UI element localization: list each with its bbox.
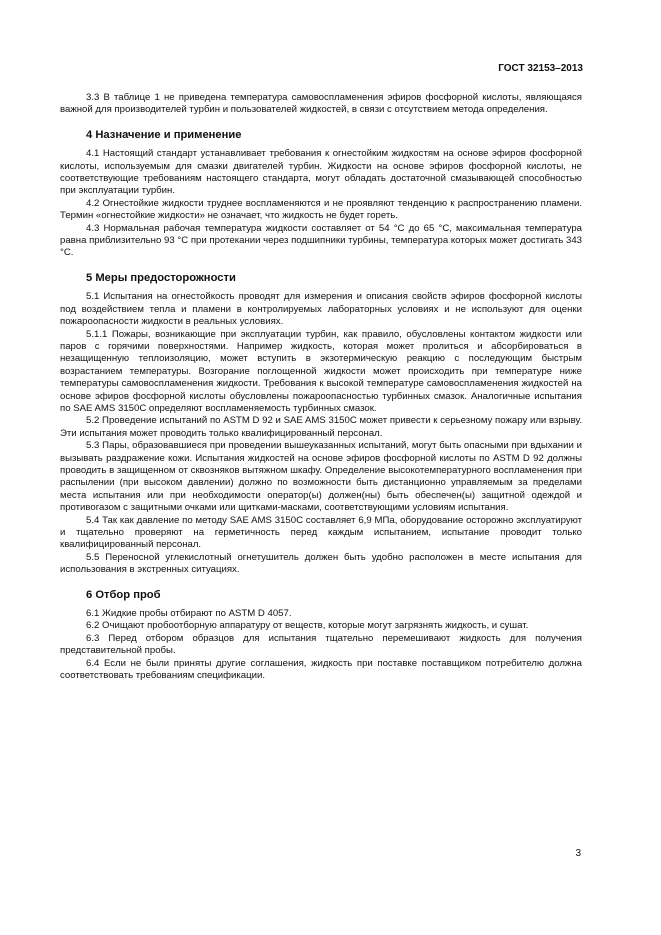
paragraph-6-2: 6.2 Очищают пробоотборную аппаратуру от веществ, которые могут загрязнять жидкость, и сушат.	[86, 620, 529, 632]
paragraph-5-1-1: 5.1.1 Пожары, возникающие при эксплуатации турбин, как правило, обусловлены контактом жидкости или паров с горячими поверхностями. Например жидкость, которая может пролиться и абсорбироваться в незащищенную теплоизоляцию, может вступить в экзотермическую реакцию с последующим быстрым возрастанием температуры. Возгорание поглощенной жидкости может происходить при температуре ниже температуры самовоспламенения жидкости. Требования к высокой температуре самовоспламенения жидкостей на основе эфиров фосфорной кислоты обусловлены пожароопасностью турбинных смазок. Аналогичные испытания по SAE AMS 3150C определяют воспламеняемость турбинных смазок.	[60, 328, 582, 414]
paragraph-5-3: 5.3 Пары, образовавшиеся при проведении вышеуказанных испытаний, могут быть опасными при вдыхании и вызывать раздражение кожи. Испытания жидкостей на основе эфиров фосфорной кислоты по ASTM D 92 должны проводить в защищенном от сквозняков вытяжном шкафу. Определение высокотемпературного воспламенения при распылении (при высоком давлении) должно по возможности быть дистанционно управляемым за пределами места испытания или при необходимости оператор(ы) должен(ны) быть обеспечен(ы) защитной одеждой и противогазом с защитными очками или щитками-масками, соответствующими условиям испытания.	[60, 440, 582, 514]
section-heading-6: 6 Отбор проб	[86, 588, 161, 601]
page-content	[60, 92, 582, 682]
paragraph-4-1: 4.1 Настоящий стандарт устанавливает требования к огнестойким жидкостям на основе эфиров фосфорной кислоты, используемым для смазки двигателей турбин. Жидкости на основе эфиров фосфорной кислоты, не соответствующие требованиям настоящего стандарта, могут обладать достаточной смазывающей способностью при эксплуатации турбин.	[60, 148, 582, 197]
paragraph-6-1: 6.1 Жидкие пробы отбирают по ASTM D 4057.	[86, 608, 292, 620]
paragraph-5-2: 5.2 Проведение испытаний по ASTM D 92 и SAE AMS 3150C может привести к серьезному пожару или взрыву. Эти испытания может проводить только квалифицированный персонал.	[60, 415, 582, 439]
paragraph-4-3: 4.3 Нормальная рабочая температура жидкости составляет от 54 °С до 65 °С, максимальная температура равна приблизительно 93 °С при протекании через подшипники турбины, температура которых может достигать 343 °С.	[60, 222, 582, 259]
paragraph-6-4: 6.4 Если не были приняты другие соглашения, жидкость при поставке поставщиком потребителю должна соответствовать требованиям спецификации.	[60, 657, 582, 682]
paragraph-5-4: 5.4 Так как давление по методу SAE AMS 3150C составляет 6,9 МПа, оборудование осторожно эксплуатируют и тщательно проверяют на герметичность перед каждым испытанием, испытание проводит только квалифицированный персонал.	[60, 514, 582, 551]
paragraph-5-5: 5.5 Переносной углекислотный огнетушитель должен быть удобно расположен в месте испытания для использования в экстренных ситуациях.	[60, 551, 582, 576]
paragraph-4-2: 4.2 Огнестойкие жидкости труднее воспламеняются и не проявляют тенденцию к распространению пламени. Термин «огнестойкие жидкости» не означает, что жидкость не будет гореть.	[60, 197, 582, 222]
section-heading-5: 5 Меры предосторожности	[86, 271, 236, 284]
paragraph-6-3: 6.3 Перед отбором образцов для испытания тщательно перемешивают жидкость для получения представительной пробы.	[60, 632, 582, 657]
paragraph-5-1: 5.1 Испытания на огнестойкость проводят для измерения и описания свойств эфиров фосфорной кислоты под воздействием тепла и пламени в контролируемых лабораторных условиях и не используют для оценки пожароопасности жидкости в реальных условиях.	[60, 291, 582, 328]
page-number: 3	[575, 848, 581, 859]
paragraph-3-3: 3.3 В таблице 1 не приведена температура самовоспламенения эфиров фосфорной кислоты, являющаяся важной для производителей турбин и пользователей жидкостей, в связи с отсутствием метода определения.	[60, 92, 582, 116]
document-id: ГОСТ 32153–2013	[498, 63, 583, 74]
section-heading-4: 4 Назначение и применение	[86, 128, 242, 141]
